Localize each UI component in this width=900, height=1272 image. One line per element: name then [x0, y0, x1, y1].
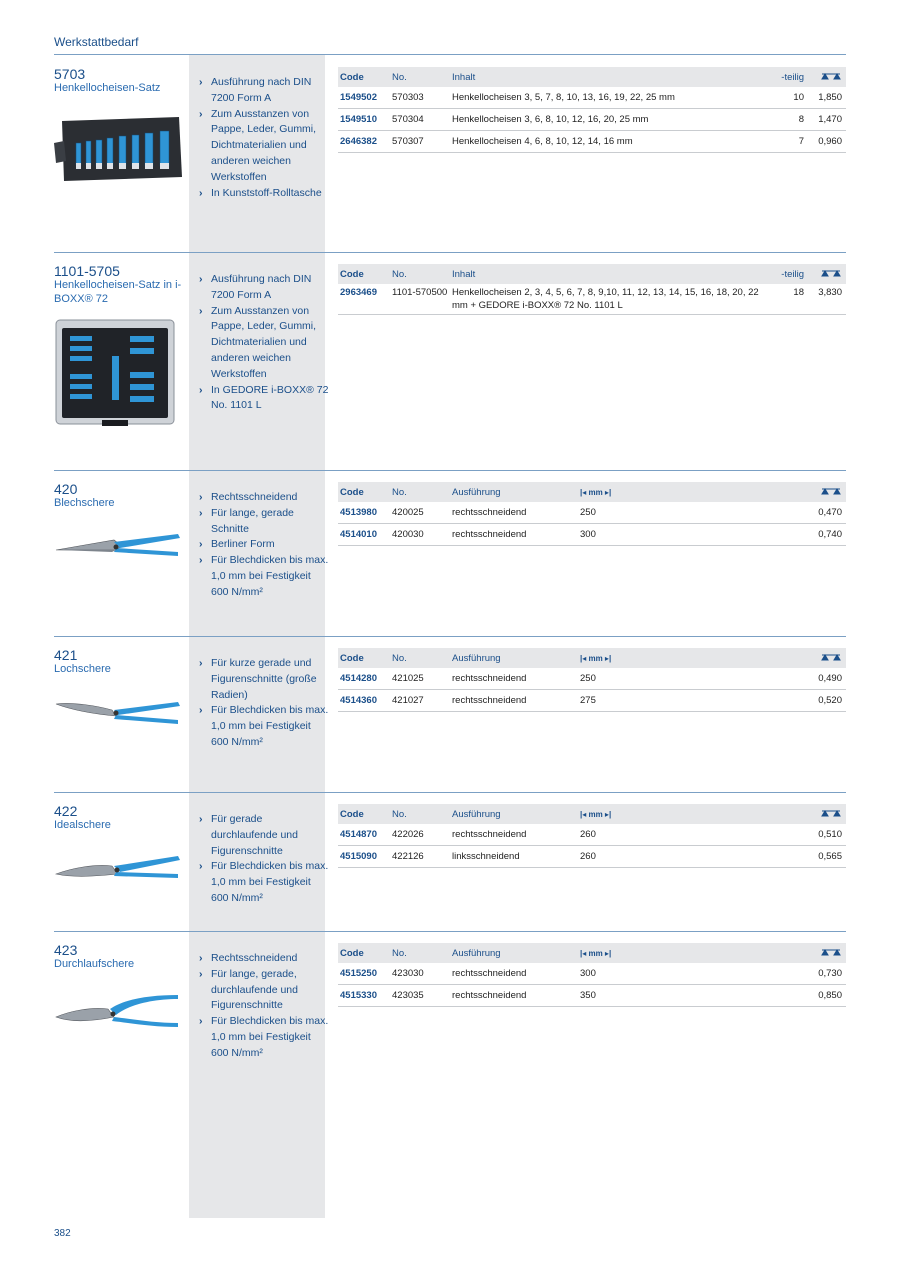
table-row	[338, 109, 846, 131]
cell-code: 4515090	[338, 846, 390, 868]
col-no: No.	[390, 943, 450, 963]
col-weight	[808, 648, 846, 668]
cell-no: 422026	[390, 824, 450, 846]
chevron-right-icon: ›	[199, 273, 203, 285]
cell-weight: 1,470	[808, 109, 846, 131]
table-row	[338, 846, 846, 868]
table-row	[338, 284, 846, 315]
feature-list	[199, 490, 329, 601]
product-section-420	[54, 470, 846, 635]
feature-item: › Für Blechdicken bis max. 1,0 mm bei Festigkeit 600 N/mm²	[199, 554, 329, 598]
product-table	[338, 264, 846, 315]
cell-version: linksschneidend	[450, 846, 578, 868]
cell-weight: 0,730	[808, 963, 846, 985]
feature-item: › Rechtsschneidend	[199, 490, 329, 506]
cell-no: 420025	[390, 502, 450, 524]
table-row	[338, 502, 846, 524]
chevron-right-icon: ›	[199, 491, 203, 503]
table-header-row	[338, 67, 846, 87]
feature-item: › Für Blechdicken bis max. 1,0 mm bei Festigkeit 600 N/mm²	[199, 704, 329, 748]
cell-weight: 0,490	[808, 668, 846, 690]
cell-length: 300	[578, 524, 808, 546]
cell-length: 300	[578, 963, 808, 985]
cell-no: 423035	[390, 985, 450, 1007]
chevron-right-icon: ›	[199, 952, 203, 964]
col-code: Code	[338, 943, 390, 963]
col-version: Ausführung	[450, 943, 578, 963]
cell-code: 4515250	[338, 963, 390, 985]
weight-icon	[820, 947, 842, 957]
table-row	[338, 824, 846, 846]
length-mm-icon: |◂ mm ▸|	[580, 487, 612, 497]
cell-code: 1549510	[338, 109, 390, 131]
ideal-shears-image	[54, 850, 184, 892]
feature-list	[199, 656, 329, 751]
i-boxx-punch-set-image	[54, 316, 176, 428]
chevron-right-icon: ›	[199, 506, 203, 519]
table-row	[338, 690, 846, 712]
cell-weight: 0,510	[808, 824, 846, 846]
feature-item: › Ausführung nach DIN 7200 Form A	[199, 273, 312, 301]
feature-item: › Für kurze gerade und Figurenschnitte (große Radien)	[199, 657, 317, 701]
col-code: Code	[338, 648, 390, 668]
weight-icon	[820, 808, 842, 818]
product-number: 420	[54, 481, 78, 497]
product-table	[338, 943, 846, 1007]
cell-code: 4515330	[338, 985, 390, 1007]
product-table	[338, 482, 846, 546]
col-code: Code	[338, 67, 390, 87]
col-weight	[808, 943, 846, 963]
col-version: Ausführung	[450, 482, 578, 502]
sheet-metal-shears-image	[54, 528, 184, 568]
weight-icon	[820, 486, 842, 496]
table-row	[338, 87, 846, 109]
cell-weight: 0,850	[808, 985, 846, 1007]
table-row	[338, 668, 846, 690]
feature-item: › In GEDORE i-BOXX® 72 No. 1101 L	[199, 383, 329, 412]
cell-no: 1101-570500	[390, 284, 450, 315]
col-length	[578, 482, 808, 502]
cell-pieces: 8	[770, 109, 808, 131]
weight-icon	[820, 268, 842, 278]
cell-version: rechtsschneidend	[450, 963, 578, 985]
product-table	[338, 67, 846, 153]
col-no: No.	[390, 67, 450, 87]
cell-no: 570307	[390, 131, 450, 153]
cell-no: 423030	[390, 963, 450, 985]
chevron-right-icon: ›	[199, 554, 203, 567]
product-section-1101-5705	[54, 252, 846, 468]
table-header-row	[338, 648, 846, 668]
col-weight	[808, 264, 846, 284]
section-divider	[54, 931, 846, 932]
product-name: Durchlaufschere	[54, 958, 135, 970]
product-table	[338, 804, 846, 868]
col-pieces: -teilig	[770, 67, 808, 87]
feature-list	[199, 272, 329, 414]
cell-weight: 0,565	[808, 846, 846, 868]
cell-no: 421027	[390, 690, 450, 712]
col-weight	[808, 482, 846, 502]
cell-version: rechtsschneidend	[450, 824, 578, 846]
col-length	[578, 943, 808, 963]
cell-weight: 0,470	[808, 502, 846, 524]
section-divider	[54, 636, 846, 637]
cell-code: 4514280	[338, 668, 390, 690]
feature-item: › Ausführung nach DIN 7200 Form A	[199, 76, 312, 104]
feature-item: › Für lange, gerade Schnitte	[199, 506, 294, 535]
product-section-421	[54, 636, 846, 791]
table-row	[338, 985, 846, 1007]
cell-no: 420030	[390, 524, 450, 546]
chevron-right-icon: ›	[199, 704, 203, 717]
feature-list	[199, 812, 329, 907]
product-number: 5703	[54, 66, 86, 82]
table-header-row	[338, 943, 846, 963]
cell-version: rechtsschneidend	[450, 524, 578, 546]
table-row	[338, 963, 846, 985]
col-version: Ausführung	[450, 804, 578, 824]
length-mm-icon: |◂ mm ▸|	[580, 948, 612, 958]
chevron-right-icon: ›	[199, 538, 203, 551]
cell-code: 4513980	[338, 502, 390, 524]
feature-item: › Zum Ausstanzen von Pappe, Leder, Gummi, Dichtmaterialien und anderen weichen Werkstoffen	[199, 107, 317, 183]
product-number: 421	[54, 647, 78, 663]
col-code: Code	[338, 482, 390, 502]
chevron-right-icon: ›	[199, 1015, 203, 1028]
product-section-423	[54, 931, 846, 1211]
cell-no: 421025	[390, 668, 450, 690]
product-name: Henkellocheisen-Satz	[54, 82, 161, 94]
cell-content: Henkellocheisen 3, 5, 7, 8, 10, 13, 16, 19, 22, 25 mm	[450, 87, 770, 109]
cell-code: 2963469	[338, 284, 390, 315]
cell-content: Henkellocheisen 3, 6, 8, 10, 12, 16, 20, 25 mm	[450, 109, 770, 131]
cell-length: 250	[578, 668, 808, 690]
length-mm-icon: |◂ mm ▸|	[580, 809, 612, 819]
cell-length: 350	[578, 985, 808, 1007]
col-version: Ausführung	[450, 648, 578, 668]
product-table	[338, 648, 846, 712]
cell-content: Henkellocheisen 4, 6, 8, 10, 12, 14, 16 mm	[450, 131, 770, 153]
table-row	[338, 131, 846, 153]
cell-no: 422126	[390, 846, 450, 868]
hole-shears-image	[54, 694, 184, 734]
cell-length: 275	[578, 690, 808, 712]
cell-weight: 1,850	[808, 87, 846, 109]
cell-weight: 0,740	[808, 524, 846, 546]
feature-item: › Für Blechdicken bis max. 1,0 mm bei Festigkeit 600 N/mm²	[199, 860, 329, 904]
page-number: 382	[54, 1228, 71, 1239]
feature-item: › Für gerade durchlaufende und Figurenschnitte	[199, 813, 298, 857]
cell-code: 4514360	[338, 690, 390, 712]
cell-version: rechtsschneidend	[450, 985, 578, 1007]
feature-item: › Zum Ausstanzen von Pappe, Leder, Gummi, Dichtmaterialien und anderen weichen Werkstoffen	[199, 304, 317, 380]
col-weight	[808, 67, 846, 87]
cell-pieces: 10	[770, 87, 808, 109]
cell-content: Henkellocheisen 2, 3, 4, 5, 6, 7, 8, 9,10, 11, 12, 13, 14, 15, 16, 18, 20, 22 mm + GEDORE i-BOXX® 72 No. 1101 L	[450, 284, 770, 315]
table-header-row	[338, 804, 846, 824]
feature-item: › Für Blechdicken bis max. 1,0 mm bei Festigkeit 600 N/mm²	[199, 1015, 329, 1059]
chevron-right-icon: ›	[199, 107, 203, 120]
product-name: Idealschere	[54, 819, 111, 831]
col-no: No.	[390, 804, 450, 824]
chevron-right-icon: ›	[199, 186, 203, 199]
pipe-shears-image	[54, 991, 184, 1037]
cell-length: 260	[578, 824, 808, 846]
col-weight	[808, 804, 846, 824]
cell-pieces: 18	[770, 284, 808, 315]
feature-item: › In Kunststoff-Rolltasche	[199, 186, 329, 202]
col-length	[578, 804, 808, 824]
table-header-row	[338, 264, 846, 284]
col-content: Inhalt	[450, 264, 770, 284]
cell-code: 2646382	[338, 131, 390, 153]
cell-weight: 3,830	[808, 284, 846, 315]
page-header-title: Werkstattbedarf	[54, 35, 139, 49]
col-length	[578, 648, 808, 668]
weight-icon	[820, 71, 842, 81]
length-mm-icon: |◂ mm ▸|	[580, 653, 612, 663]
feature-item: › Berliner Form	[199, 537, 329, 553]
chevron-right-icon: ›	[199, 304, 203, 317]
feature-item: › Rechtsschneidend	[199, 951, 329, 967]
cell-pieces: 7	[770, 131, 808, 153]
col-code: Code	[338, 804, 390, 824]
col-no: No.	[390, 264, 450, 284]
cell-version: rechtsschneidend	[450, 668, 578, 690]
col-content: Inhalt	[450, 67, 770, 87]
table-row	[338, 524, 846, 546]
cell-code: 4514870	[338, 824, 390, 846]
col-code: Code	[338, 264, 390, 284]
chevron-right-icon: ›	[199, 967, 203, 980]
section-divider	[54, 470, 846, 471]
product-section-422	[54, 792, 846, 930]
table-header-row	[338, 482, 846, 502]
cell-code: 1549502	[338, 87, 390, 109]
feature-item: › Für lange, gerade, durchlaufende und Figurenschnitte	[199, 967, 298, 1012]
cell-weight: 0,520	[808, 690, 846, 712]
chevron-right-icon: ›	[199, 76, 203, 88]
cell-version: rechtsschneidend	[450, 690, 578, 712]
cell-no: 570303	[390, 87, 450, 109]
feature-list	[199, 951, 329, 1062]
chevron-right-icon: ›	[199, 860, 203, 873]
col-no: No.	[390, 482, 450, 502]
chevron-right-icon: ›	[199, 813, 203, 825]
cell-length: 250	[578, 502, 808, 524]
weight-icon	[820, 652, 842, 662]
product-name: Henkellocheisen-Satz in i-BOXX® 72	[54, 279, 182, 305]
section-divider	[54, 792, 846, 793]
product-number: 1101-5705	[54, 263, 120, 279]
punch-set-roll-bag-image	[54, 113, 189, 185]
product-number: 422	[54, 803, 78, 819]
section-divider	[54, 252, 846, 253]
product-section-5703	[54, 55, 846, 251]
cell-length: 260	[578, 846, 808, 868]
cell-no: 570304	[390, 109, 450, 131]
product-name: Lochschere	[54, 663, 111, 675]
cell-version: rechtsschneidend	[450, 502, 578, 524]
col-no: No.	[390, 648, 450, 668]
cell-weight: 0,960	[808, 131, 846, 153]
chevron-right-icon: ›	[199, 383, 203, 396]
product-number: 423	[54, 942, 78, 958]
product-name: Blechschere	[54, 497, 115, 509]
chevron-right-icon: ›	[199, 657, 203, 669]
cell-code: 4514010	[338, 524, 390, 546]
col-pieces: -teilig	[770, 264, 808, 284]
feature-list	[199, 75, 329, 201]
